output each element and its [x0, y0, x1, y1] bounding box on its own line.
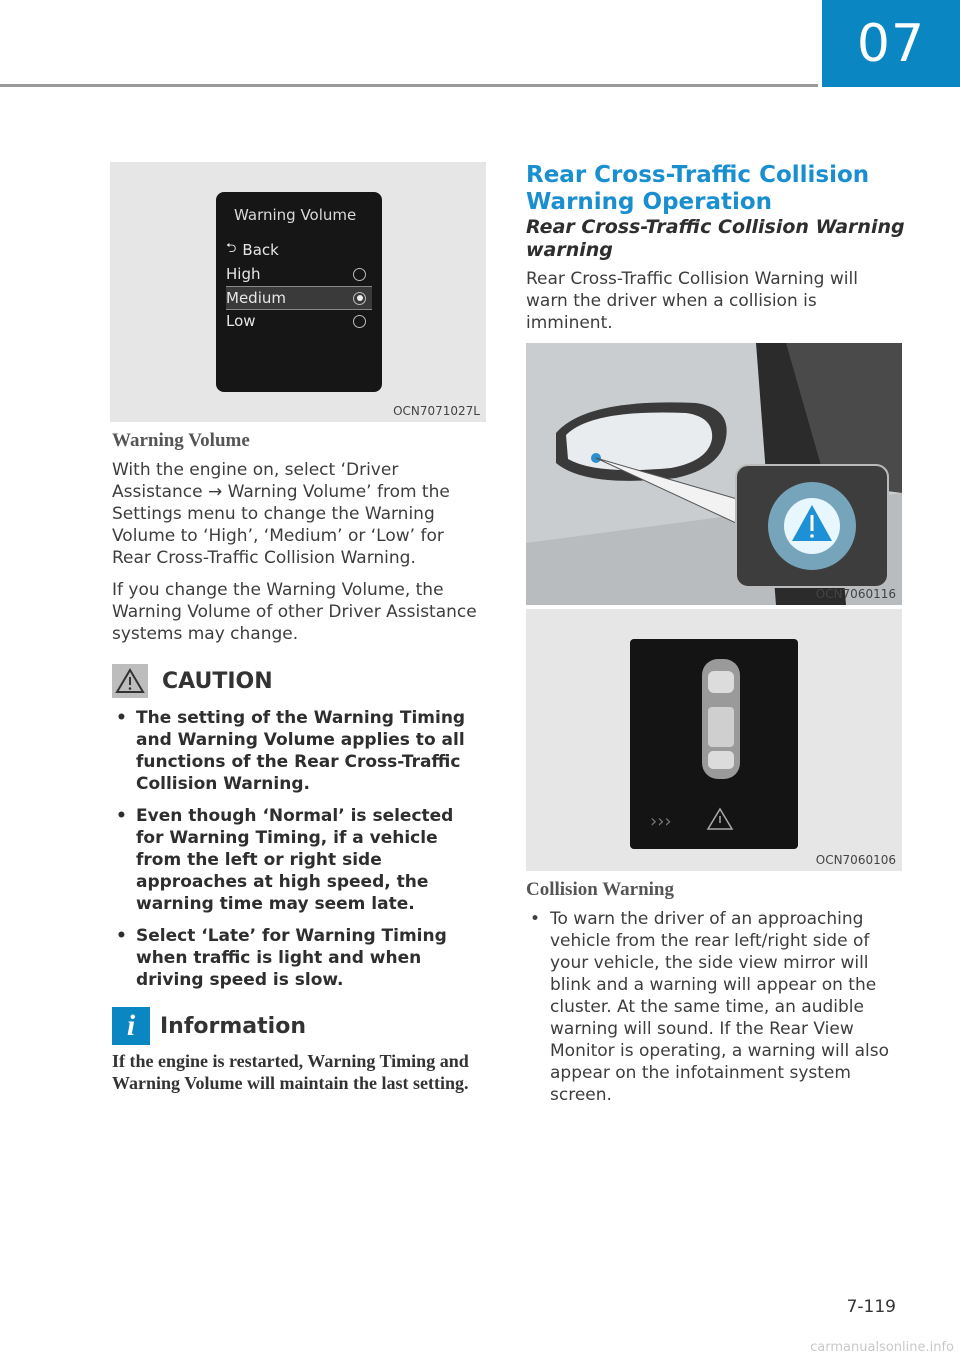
- figure-warning-volume: [110, 162, 486, 422]
- radio-off-icon: [353, 315, 366, 328]
- collision-warning-heading: Collision Warning: [526, 879, 675, 900]
- cluster-screen: [216, 192, 382, 392]
- info-icon: i: [112, 1007, 150, 1045]
- menu-item-low: [226, 310, 372, 332]
- paragraph: With the engine on, select ‘Driver Assistance → Warning Volume’ from the Settings menu to change the Warning Volume to ‘High’, ‘Medium’ or ‘Low’ for Rear Cross-Traffic Collision Warning.: [112, 460, 450, 568]
- figure-code: OCN7071027L: [393, 404, 480, 418]
- information-header: [112, 1007, 306, 1045]
- intro-text: Rear Cross-Traffic Collision Warning will warn the driver when a collision is imminent.: [526, 269, 858, 333]
- screen-title: Warning Volume: [234, 206, 357, 224]
- caution-item: • Select ‘Late’ for Warning Timing when traffic is light and when driving speed is slow.: [112, 925, 486, 991]
- warning-volume-heading: Warning Volume: [112, 430, 250, 451]
- menu-item-medium: [226, 286, 372, 310]
- radio-on-icon: [353, 292, 366, 305]
- menu-item-label: Medium: [226, 289, 286, 307]
- collision-warning-item: • To warn the driver of an approaching vehicle from the rear left/right side of your vehicle, the side view mirror will blink and a warning will appear on the cluster. At the same time, an audible warning will sound. If the Rear View Monitor is operating, a warning will also appear on the infotainment system screen.: [526, 908, 902, 1106]
- menu-item-label: Low: [226, 312, 256, 330]
- menu-item-high: [226, 263, 372, 285]
- figure-side-mirror: [526, 343, 902, 605]
- paragraph: If you change the Warning Volume, the Warning Volume of other Driver Assistance systems may change.: [112, 580, 477, 644]
- section-title: Rear Cross-Traffic Collision Warning Operation: [526, 162, 870, 215]
- figure-cluster-warning: [526, 609, 902, 871]
- information-text: If the engine is restarted, Warning Timing and Warning Volume will maintain the last setting.: [112, 1051, 469, 1093]
- caution-header: [112, 664, 273, 698]
- menu-item-label: Back: [242, 241, 279, 259]
- cluster-car-illustration: [526, 609, 902, 871]
- radio-off-icon: [353, 268, 366, 281]
- back-arrow-icon: ⮌: [226, 241, 237, 256]
- caution-title: CAUTION: [162, 668, 273, 694]
- menu-item-back: [226, 239, 372, 261]
- page-number: 7-119: [846, 1297, 896, 1317]
- chapter-tab: 07: [822, 0, 960, 87]
- caution-item: • The setting of the Warning Timing and Warning Volume applies to all functions of the Rear Cross-Traffic Collision Warning.: [112, 707, 486, 795]
- caution-list: [112, 707, 486, 1001]
- header-rule: [0, 84, 818, 87]
- collision-warning-list: [526, 908, 902, 1116]
- caution-item: • Even though ‘Normal’ is selected for Warning Timing, if a vehicle from the left or right side approaches at high speed, the warning time may seem late.: [112, 805, 486, 915]
- information-title: Information: [160, 1013, 306, 1039]
- side-mirror-illustration: [526, 343, 902, 605]
- caution-triangle-icon: [112, 664, 148, 698]
- menu-item-label: High: [226, 265, 261, 283]
- subsection-title: Rear Cross-Traffic Collision Warning warning: [526, 216, 905, 261]
- figure-code: OCN7060106: [815, 853, 896, 867]
- figure-code: OCN7060116: [815, 587, 896, 601]
- warning-volume-body: [112, 459, 484, 655]
- watermark: carmanualsonline.info: [810, 1340, 954, 1355]
- svg-text:›››: ›››: [650, 811, 672, 832]
